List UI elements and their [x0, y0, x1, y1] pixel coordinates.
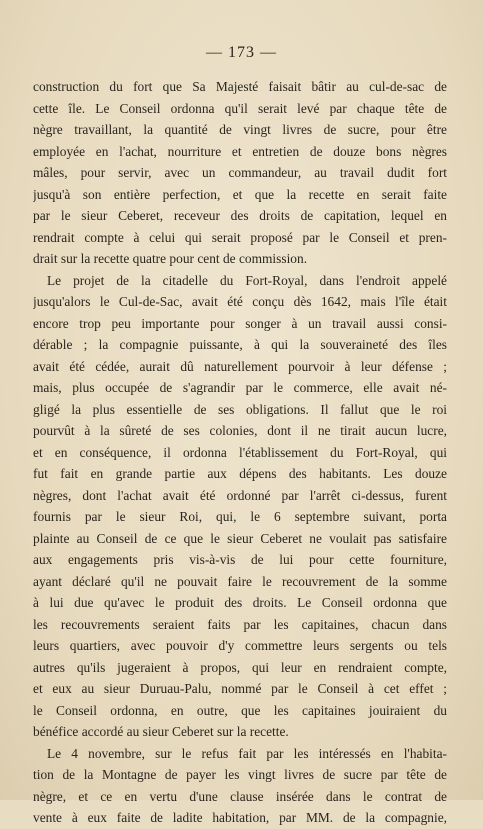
text-line: et en conséquence, il ordonna l'établissement du Fort-Royal, qui [33, 444, 447, 460]
text-line: avait été cédée, aurait dû naturellement pourvoir à leur défense ; [33, 358, 447, 374]
body-text [33, 76, 447, 829]
text-line: aux engagements pris vis-à-vis de lui pour cette fourniture, [33, 552, 447, 567]
text-line: et eux au sieur Duruau-Palu, nommé par le Conseil à cet effet ; [33, 681, 447, 696]
text-line: ayant déclaré qu'il ne pouvait faire le recouvrement de la somme [33, 573, 447, 589]
text-line: gligé la plus essentielle de ses obligations. Il fallut que le roi [33, 401, 447, 417]
text-line: rendrait compte à celui qui serait proposé par le Conseil et pren- [33, 229, 447, 245]
text-line: nègre travaillant, la quantité de vingt livres de sucre, pour être [33, 122, 447, 137]
text-line: plainte au Conseil de ce que le sieur Ceberet ne voulait pas satisfaire [33, 530, 447, 546]
text-line: fut fait en grande partie aux dépens des habitants. Les douze [33, 466, 447, 481]
text-line: fournis par le sieur Roi, qui, le 6 septembre suivant, porta [33, 509, 447, 524]
text-line: mais, plus occupée de s'agrandir par le commerce, elle avait né- [33, 380, 447, 395]
text-line: nègre, et ce en vertu d'une clause insérée dans le contrat de [33, 788, 447, 804]
text-line: cette île. Le Conseil ordonna qu'il serait levé par chaque tête de [33, 100, 447, 116]
text-line: jusqu'alors le Cul-de-Sac, avait été conçu dès 1642, mais l'île était [33, 294, 447, 309]
text-line: Le 4 novembre, sur le refus fait par les intéressés en l'habita- [47, 745, 447, 761]
page-number: — 173 — [206, 44, 277, 61]
text-line: tion de la Montagne de payer les vingt livres de sucre par tête de [33, 767, 447, 782]
text-line: drait sur la recette quatre pour cent de commission. [33, 251, 308, 266]
text-line: dérable ; la compagnie puissante, à qui la souveraineté des îles [33, 337, 447, 352]
text-line: jusqu'à son entière perfection, et que la recette en serait faite [33, 186, 447, 202]
text-line: employée en l'achat, nourriture et entretien de douze bons nègres [33, 143, 447, 159]
text-line: Le projet de la citadelle du Fort-Royal, dans l'endroit appelé [47, 272, 447, 288]
text-line: vente à eux faite de ladite habitation, par MM. de la compagnie, [33, 810, 447, 825]
text-line: par le sieur Ceberet, receveur des droits de capitation, lequel en [33, 208, 447, 223]
text-line: leurs quartiers, avec pouvoir d'y commettre leurs sergents ou tels [33, 638, 447, 653]
text-line: à lui due qu'avec le produit des droits. Le Conseil ordonna que [33, 595, 447, 610]
text-line: construction du fort que Sa Majesté faisait bâtir au cul-de-sac de [33, 79, 447, 94]
text-line: bénéfice accordé au sieur Ceberet sur la recette. [33, 724, 289, 739]
text-line: les recouvrements seraient faits par les capitaines, chacun dans [33, 616, 447, 632]
text-line: le Conseil ordonna, en outre, que les capitaines jouiraient du [33, 702, 447, 718]
text-line: nègres, dont l'achat avait été ordonné par l'arrêt ci-dessus, furent [33, 487, 447, 503]
text-line: mâles, pour servir, avec un commandeur, au travail dudit fort [33, 165, 447, 180]
text-line: encore trop peu importante pour songer à un travail aussi consi- [33, 315, 447, 331]
text-line: pourvût à la sûreté de ses colonies, dont il ne tirait aucun lucre, [33, 423, 447, 438]
text-line: autres qu'ils jugeraient à propos, qui leur en rendraient compte, [33, 659, 447, 675]
